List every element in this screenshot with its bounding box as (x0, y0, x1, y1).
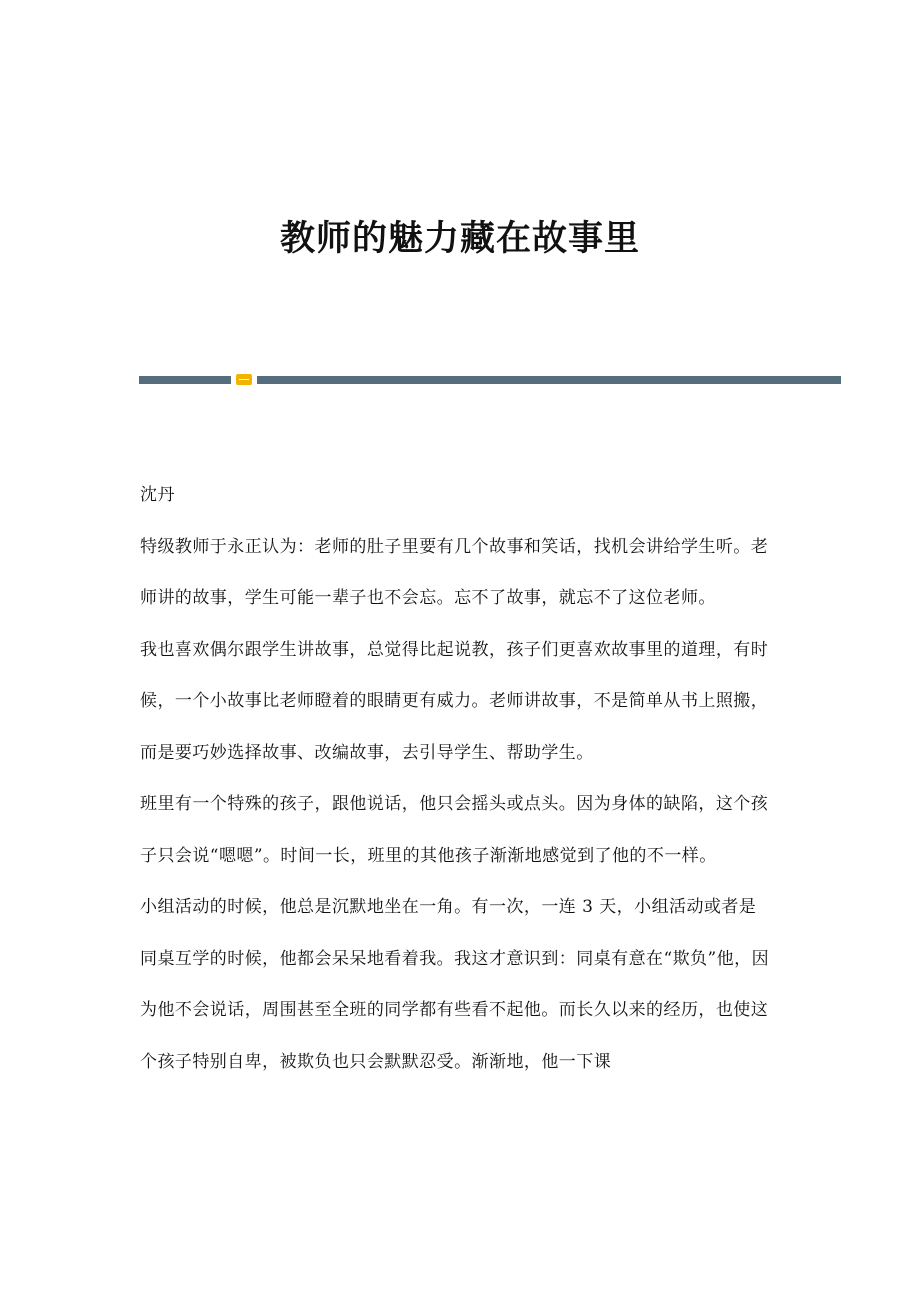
paragraph-1: 特级教师于永正认为：老师的肚子里要有几个故事和笑话，找机会讲给学生听。老师讲的故事，学生可能一辈子也不会忘。忘不了故事，就忘不了这位老师。 (140, 536, 769, 608)
title-divider (139, 374, 841, 386)
author-name: 沈丹 (140, 485, 175, 505)
divider-bar-left (139, 376, 231, 384)
paragraph-3: 班里有一个特殊的孩子，跟他说话，他只会摇头或点头。因为身体的缺陷，这个孩子只会说“嗯嗯”。时间一长，班里的其他孩子渐渐地感觉到了他的不一样。 (140, 794, 769, 866)
divider-bar-right (257, 376, 841, 384)
document-title: 教师的魅力藏在故事里 (279, 218, 640, 259)
divider-marker-icon (236, 374, 252, 385)
paragraph-2: 我也喜欢偶尔跟学生讲故事，总觉得比起说教，孩子们更喜欢故事里的道理，有时候，一个小故事比老师瞪着的眼睛更有威力。老师讲故事，不是简单从书上照搬，而是要巧妙选择故事、改编故事，去引导学生、帮助学生。 (140, 639, 769, 763)
paragraph-4: 小组活动的时候，他总是沉默地坐在一角。有一次，一连 3 天，小组活动或者是同桌互学的时候，他都会呆呆地看着我。我这才意识到：同桌有意在“欺负”他，因为他不会说话，周围甚至全班的同学都有些看不起他。而长久以来的经历，也使这个孩子特别自卑，被欺负也只会默默忍受。渐渐地，他一下课 (140, 897, 770, 1072)
document-body (140, 470, 772, 1088)
